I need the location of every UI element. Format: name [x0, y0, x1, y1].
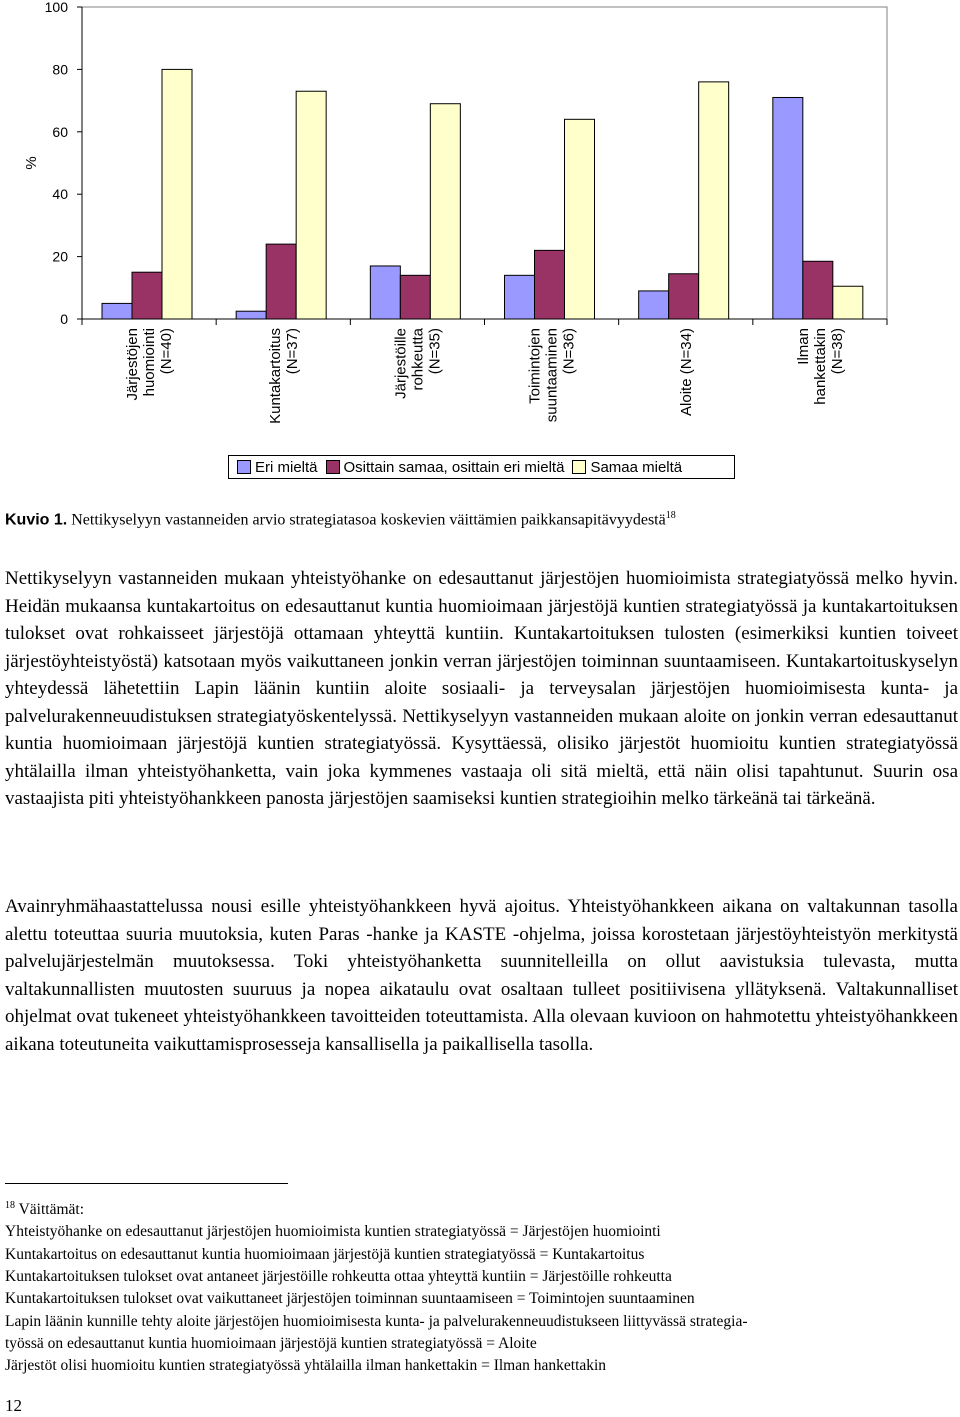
bar-eri-mielta — [505, 275, 535, 319]
caption-label: Kuvio 1. — [5, 511, 68, 529]
x-category-text — [527, 328, 578, 422]
footnote-line: Kuntakartoituksen tulokset ovat vaikuttaneet järjestöjen toiminnan suuntaamiseen = Toimintojen suuntaaminen — [5, 1290, 695, 1308]
y-tick-label: 20 — [52, 248, 68, 265]
y-axis-label: % — [23, 156, 40, 170]
x-category-text — [267, 328, 301, 424]
x-category-label — [527, 328, 578, 422]
x-category-text — [124, 328, 175, 401]
x-category-line: (N=35) — [426, 328, 444, 375]
x-category-line: Järjestöille — [392, 328, 410, 399]
footnote-line: Lapin läänin kunnille tehty aloite järjestöjen huomioimisesta kunta- ja palvelurakenneuudistukseen liittyvässä strategia- — [5, 1312, 748, 1330]
bar-osittain — [535, 250, 565, 319]
bar-osittain — [400, 275, 430, 319]
page-number: 12 — [5, 1396, 22, 1415]
x-category-line: Aloite (N=34) — [677, 328, 695, 416]
y-tick-label: 100 — [44, 0, 68, 15]
footnote-divider — [5, 1183, 288, 1184]
x-category-line: (N=38) — [828, 328, 846, 375]
chart-svg — [0, 0, 960, 450]
bar-samaa-mielta — [430, 104, 460, 319]
bar-chart — [0, 0, 960, 490]
bar-samaa-mielta — [699, 82, 729, 319]
x-category-text — [678, 328, 695, 416]
bar-eri-mielta — [102, 303, 132, 319]
y-tick-label: 80 — [52, 61, 68, 78]
bar-samaa-mielta — [162, 69, 192, 319]
x-category-text — [392, 327, 443, 399]
bar-eri-mielta — [773, 97, 803, 319]
footnote-number: 18 — [5, 1200, 15, 1211]
paragraph-2: Avainryhmähaastattelussa nousi esille yhteistyöhankkeen hyvä ajoitus. Yhteistyöhankkeen aikana on valtakunnan tasolla alettu toteuttaa suuria muutoksia, kuten Paras -hanke ja KASTE -ohjelma, joissa korostetaan järjestöyhteistyön merkitystä palvelujärjestelmän muutoksessa. Toki yhteistyöhanketta suunnitelleilla on ollut aavistuksia tulevasta, mutta valtakunnallisten muutosten suuruus ja nopea aikataulu ovat osaltaan tulleet positiivisena yllätyksenä. Valtakunnalliset ohjelmat ovat tukeneet yhteistyöhankkeen tavoitteiden toteuttamista. Alla olevaan kuvioon on hahmotettu yhteistyöhankkeen aikana toteutuneita vaikuttamisprosesseja kansallisella ja paikallisella tasolla. — [5, 896, 958, 1055]
y-tick-label: 0 — [60, 311, 68, 327]
x-category-line: hankettakin — [811, 328, 829, 405]
chart-legend — [228, 455, 735, 479]
paragraph-1: Nettikyselyyn vastanneiden mukaan yhteistyöhanke on edesauttanut järjestöjen huomioimista strategiatyössä melko hyvin. Heidän mukaansa kuntakartoitus on edesauttanut kuntia huomioimaan järjestöjä kuntien strategiatyössä ja kuntakartoituksen tulokset ovat rohkaisseet järjestöjä ottamaan yhteyttä kuntiin. Kuntakartoituksen tulosten (esimerkiksi kuntien toiveet järjestöyhteistyöstä) katsotaan myös vaikuttaneen jonkin verran järjestöjen toiminnan suuntaamiseen. Kuntakartoituskyselyn yhteydessä lähetettiin Lapin läänin kuntiin aloite sosiaali- ja terveysalan järjestöjen huomioimisesta kunta- ja palvelurakenneuudistuksen strategiatyöskentelyssä. Nettikyselyyn vastanneiden mukaan aloite on jonkin verran edesauttanut kuntia huomioimaan järjestöjä kuntien strategiatyössä. Kysyttäessä, olisiko järjestöt huomioitu kuntien strategiatyössä yhtälailla ilman yhteistyöhanketta, vain joka kymmenes vastaaja oli sitä mieltä, että näin olisi tapahtunut. Suurin osa vastaajista piti yhteistyöhankkeen panosta järjestöjen saamiseksi kuntien strategioihin melko tärkeänä tai tärkeänä. — [5, 568, 958, 809]
x-category-line: (N=37) — [283, 328, 301, 375]
bar-osittain — [803, 261, 833, 319]
bar-osittain — [266, 244, 296, 319]
bar-eri-mielta — [639, 291, 669, 319]
caption-text: Nettikyselyyn vastanneiden arvio strategiatasoa koskevien väittämien paikkansapitävyydestä — [71, 511, 666, 529]
bar-eri-mielta — [370, 266, 400, 319]
y-tick-label: 60 — [52, 123, 68, 140]
x-category-line: rohkeutta — [409, 328, 427, 391]
footnotes — [5, 1195, 955, 1378]
x-category-line: Järjestöjen — [124, 328, 142, 401]
bar-samaa-mielta — [833, 286, 863, 319]
x-category-text — [795, 328, 846, 405]
x-category-line: Kuntakartoitus — [266, 328, 284, 424]
footnote-title — [5, 1195, 955, 1221]
legend-swatch-osittain — [326, 460, 340, 474]
x-category-line: Toimintojen — [526, 328, 544, 404]
y-tick-label: 40 — [52, 186, 68, 203]
x-category-line: (N=36) — [560, 328, 578, 375]
x-category-label — [795, 328, 846, 405]
legend-item-eri — [237, 459, 318, 476]
x-category-label — [678, 328, 695, 416]
footnote-line: Yhteistyöhanke on edesauttanut järjestöjen huomioimista kuntien strategiatyössä = Järjestöjen huomiointi — [5, 1223, 661, 1241]
x-category-label — [267, 328, 301, 424]
bar-osittain — [669, 274, 699, 319]
legend-item-samaa — [572, 459, 682, 476]
caption-footnote-ref: 18 — [665, 510, 676, 521]
x-category-line: (N=40) — [158, 328, 176, 375]
bar-eri-mielta — [236, 311, 266, 319]
figure-caption — [5, 510, 676, 529]
legend-label-samaa: Samaa mieltä — [590, 458, 683, 476]
x-category-label — [392, 327, 443, 399]
footnote-title-text: Väittämät: — [18, 1201, 85, 1219]
x-category-line: suuntaaminen — [543, 328, 561, 423]
x-category-line: huomiointi — [141, 328, 159, 397]
footnote-line: Kuntakartoituksen tulokset ovat antaneet järjestöille rohkeutta ottaa yhteyttä kuntiin = Järjestöille rohkeutta — [5, 1268, 672, 1286]
footnote-line: Järjestöt olisi huomioitu kuntien strategiatyössä yhtälailla ilman hankettakin = Ilman hankettakin — [5, 1357, 607, 1375]
legend-item-osittain — [326, 459, 565, 476]
plot-area — [82, 7, 887, 319]
legend-swatch-eri — [237, 460, 251, 474]
bar-osittain — [132, 272, 162, 319]
bar-samaa-mielta — [296, 91, 326, 319]
footnote-line: Kuntakartoitus on edesauttanut kuntia huomioimaan järjestöjä kuntien strategiatyössä = Kuntakartoitus — [5, 1245, 645, 1263]
footnote-line: työssä on edesauttanut kuntia huomioimaan järjestöjä kuntien strategiatyössä = Aloite — [5, 1334, 537, 1352]
x-category-line: Ilman — [794, 328, 812, 365]
x-category-label — [124, 328, 175, 401]
legend-swatch-samaa — [572, 460, 586, 474]
legend-label-osittain: Osittain samaa, osittain eri mieltä — [343, 458, 565, 476]
legend-label-eri: Eri mieltä — [255, 458, 318, 476]
bar-samaa-mielta — [565, 119, 595, 319]
